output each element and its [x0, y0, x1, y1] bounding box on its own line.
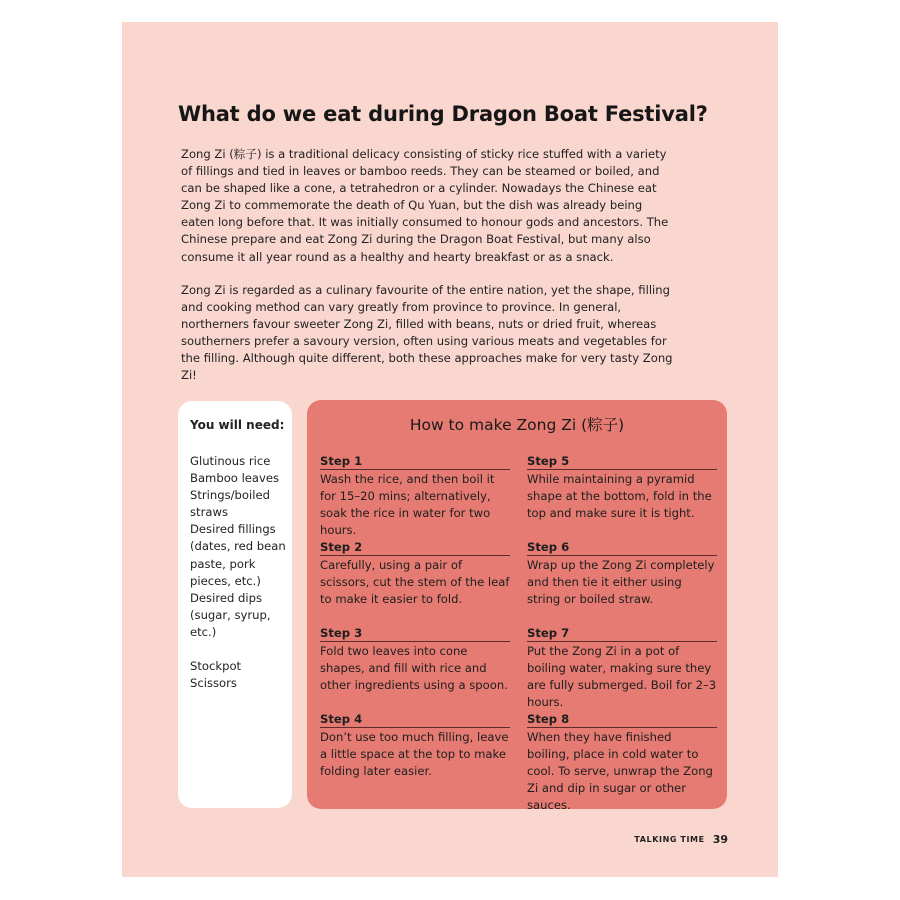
- step-label: Step 8: [527, 711, 717, 728]
- ingredient-item: Scissors: [190, 676, 237, 691]
- step-5: [527, 453, 717, 522]
- section-name: TALKING TIME: [634, 835, 705, 844]
- intro-paragraph: Zong Zi (粽子) is a traditional delicacy consisting of sticky rice stuffed with a variety of fillings and tied in leaves or bamboo reeds. They can be steamed or boiled, and can be shaped like a cone, a tetrahedron or a cylinder. Nowadays the Chinese eat Zong Zi to commemorate the death of Qu Yuan, but the dish was already being eaten long before that. It was initially consumed to honour gods and ancestors. The Chinese prepare and eat Zong Zi during the Dragon Boat Festival, but many also consume it all year round as a healthy and hearty breakfast or as a snack.: [181, 147, 669, 264]
- step-text: Don’t use too much filling, leave a little space at the top to make folding later easier.: [320, 730, 509, 779]
- step-label: Step 5: [527, 453, 717, 470]
- ingredients-card: [178, 401, 292, 808]
- step-7: [527, 625, 717, 711]
- step-text: While maintaining a pyramid shape at the bottom, fold in the top and make sure it is tight.: [527, 472, 712, 521]
- step-label: Step 3: [320, 625, 510, 642]
- ingredient-item: Glutinous rice: [190, 454, 271, 468]
- ingredient-item: Desired dips (sugar, syrup, etc.): [190, 590, 271, 639]
- steps-card: [307, 400, 727, 813]
- step-label: Step 7: [527, 625, 717, 642]
- ingredients-list: [190, 453, 290, 692]
- step-label: Step 6: [527, 539, 717, 556]
- step-label: Step 2: [320, 539, 510, 556]
- step-6: [527, 539, 717, 608]
- ingredient-item: Bamboo leaves: [190, 471, 280, 486]
- step-2: [320, 539, 510, 608]
- steps-title: How to make Zong Zi (粽子): [409, 416, 625, 434]
- page-footer: [634, 833, 728, 846]
- step-text: Wash the rice, and then boil it for 15–20 mins; alternatively, soak the rice in water for two hours.: [320, 472, 495, 538]
- ingredients-title: You will need:: [190, 418, 285, 432]
- page-number: 39: [712, 833, 728, 846]
- ingredient-item: Stockpot: [190, 659, 242, 674]
- step-1: [320, 453, 510, 539]
- regional-paragraph: Zong Zi is regarded as a culinary favourite of the entire nation, yet the shape, filling and cooking method can vary greatly from province to province. In general, northerners favour sweeter Zong Zi, filled with beans, nuts or dried fruit, whereas southerners prefer a savoury version, often using various meats and vegetables for the filling. Although quite different, both these approaches make for very tasty Zong Zi!: [181, 283, 673, 383]
- step-3: [320, 625, 510, 694]
- step-8: [527, 711, 717, 814]
- ingredient-item: Strings/boiled straws: [190, 488, 270, 520]
- list-spacer: [190, 641, 290, 658]
- step-label: Step 1: [320, 453, 510, 470]
- page-heading: What do we eat during Dragon Boat Festival?: [178, 102, 708, 126]
- step-text: Put the Zong Zi in a pot of boiling water, making sure they are fully submerged. Boil for 2–3 hours.: [527, 644, 717, 710]
- step-text: Carefully, using a pair of scissors, cut the stem of the leaf to make it easier to fold.: [320, 558, 510, 607]
- ingredient-item: Desired fillings (dates, red bean paste, pork pieces, etc.): [190, 522, 286, 588]
- step-text: Wrap up the Zong Zi completely and then tie it either using string or boiled straw.: [527, 558, 715, 607]
- book-page: [122, 22, 778, 877]
- step-label: Step 4: [320, 711, 510, 728]
- step-text: When they have finished boiling, place in cold water to cool. To serve, unwrap the Zong Zi and dip in sugar or other sauces.: [527, 730, 713, 813]
- step-text: Fold two leaves into cone shapes, and fill with rice and other ingredients using a spoon.: [320, 644, 508, 693]
- step-4: [320, 711, 510, 780]
